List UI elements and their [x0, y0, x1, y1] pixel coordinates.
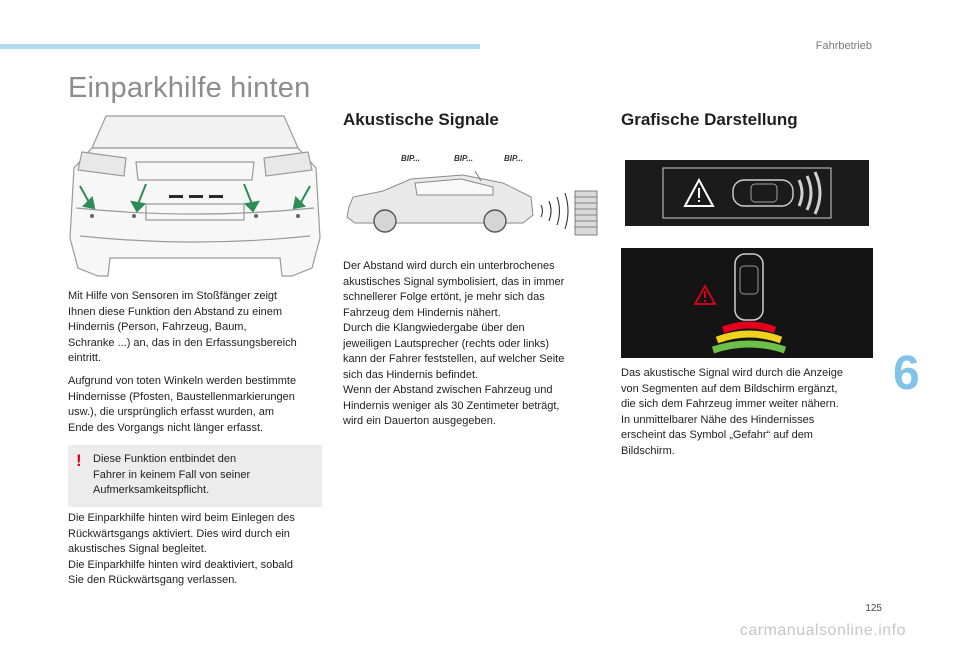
- bip-label: BIP...: [401, 154, 420, 163]
- bip-label: BIP...: [504, 154, 523, 163]
- blind-spot-paragraph: Aufgrund von toten Winkeln werden bestimmte Hindernisse (Pfosten, Baustellenmarkierungen usw.), die ursprünglich erfasst wurden, am Ende des Vorgangs nicht länger erfasst.: [68, 375, 297, 434]
- display-screen-horizontal: [625, 160, 869, 226]
- warning-text: Diese Funktion entbindet den Fahrer in keinem Fall von seiner Aufmerksamkeitspflicht.: [93, 453, 251, 496]
- graphic-display-heading: Grafische Darstellung: [621, 110, 798, 129]
- acoustic-description: Der Abstand wird durch ein unterbrochenes akustisches Signal symbolisiert, das in immer schnellerer Folge ertönt, je mehr sich das Fahrzeug dem Hindernis nähert. Durch die Klangwiedergabe über den jeweiligen Lautsprecher (rechts oder links) kann der Fahrer feststellen, auf welcher Seite sich das Hindernis befindet. Wenn der Abstand zwischen Fahrzeug und Hindernis weniger als 30 Zentimeter beträgt, wird ein Dauerton ausgegeben.: [343, 260, 565, 427]
- warning-box: [68, 445, 322, 507]
- section-label: Fahrbetrieb: [815, 40, 872, 52]
- page-number: 125: [865, 603, 882, 614]
- page-title: Einparkhilfe hinten: [68, 72, 311, 104]
- acoustic-signals-heading: Akustische Signale: [343, 110, 499, 129]
- activation-paragraph: Die Einparkhilfe hinten wird beim Einlegen des Rückwärtsgangs aktiviert. Dies wird durch ein akustisches Signal begleitet. Die Einparkhilfe hinten wird deaktiviert, sobald Sie den Rückwärtsgang verlassen.: [68, 512, 295, 586]
- display-screen-vertical: [621, 248, 873, 358]
- watermark: carmanualsonline.info: [739, 622, 906, 639]
- intro-paragraph: Mit Hilfe von Sensoren im Stoßfänger zeigt Ihnen diese Funktion den Abstand zu einem Hindernis (Person, Fahrzeug, Baum, Schranke ...) an, das in den Erfassungsbereich eintritt.: [68, 290, 297, 364]
- warning-icon: !: [76, 451, 82, 470]
- rear-bumper-sensors-illustration: [66, 108, 324, 278]
- chapter-number: 6: [893, 347, 920, 400]
- header-accent-bar: [0, 44, 480, 49]
- car-beep-illustration: [343, 145, 599, 241]
- graphic-description: Das akustische Signal wird durch die Anzeige von Segmenten auf dem Bildschirm ergänzt, die sich dem Fahrzeug immer weiter nähern. In unmittelbarer Nähe des Hindernisses erscheint das Symbol „Gefahr“ auf dem Bildschirm.: [621, 367, 843, 457]
- bip-label: BIP...: [454, 154, 473, 163]
